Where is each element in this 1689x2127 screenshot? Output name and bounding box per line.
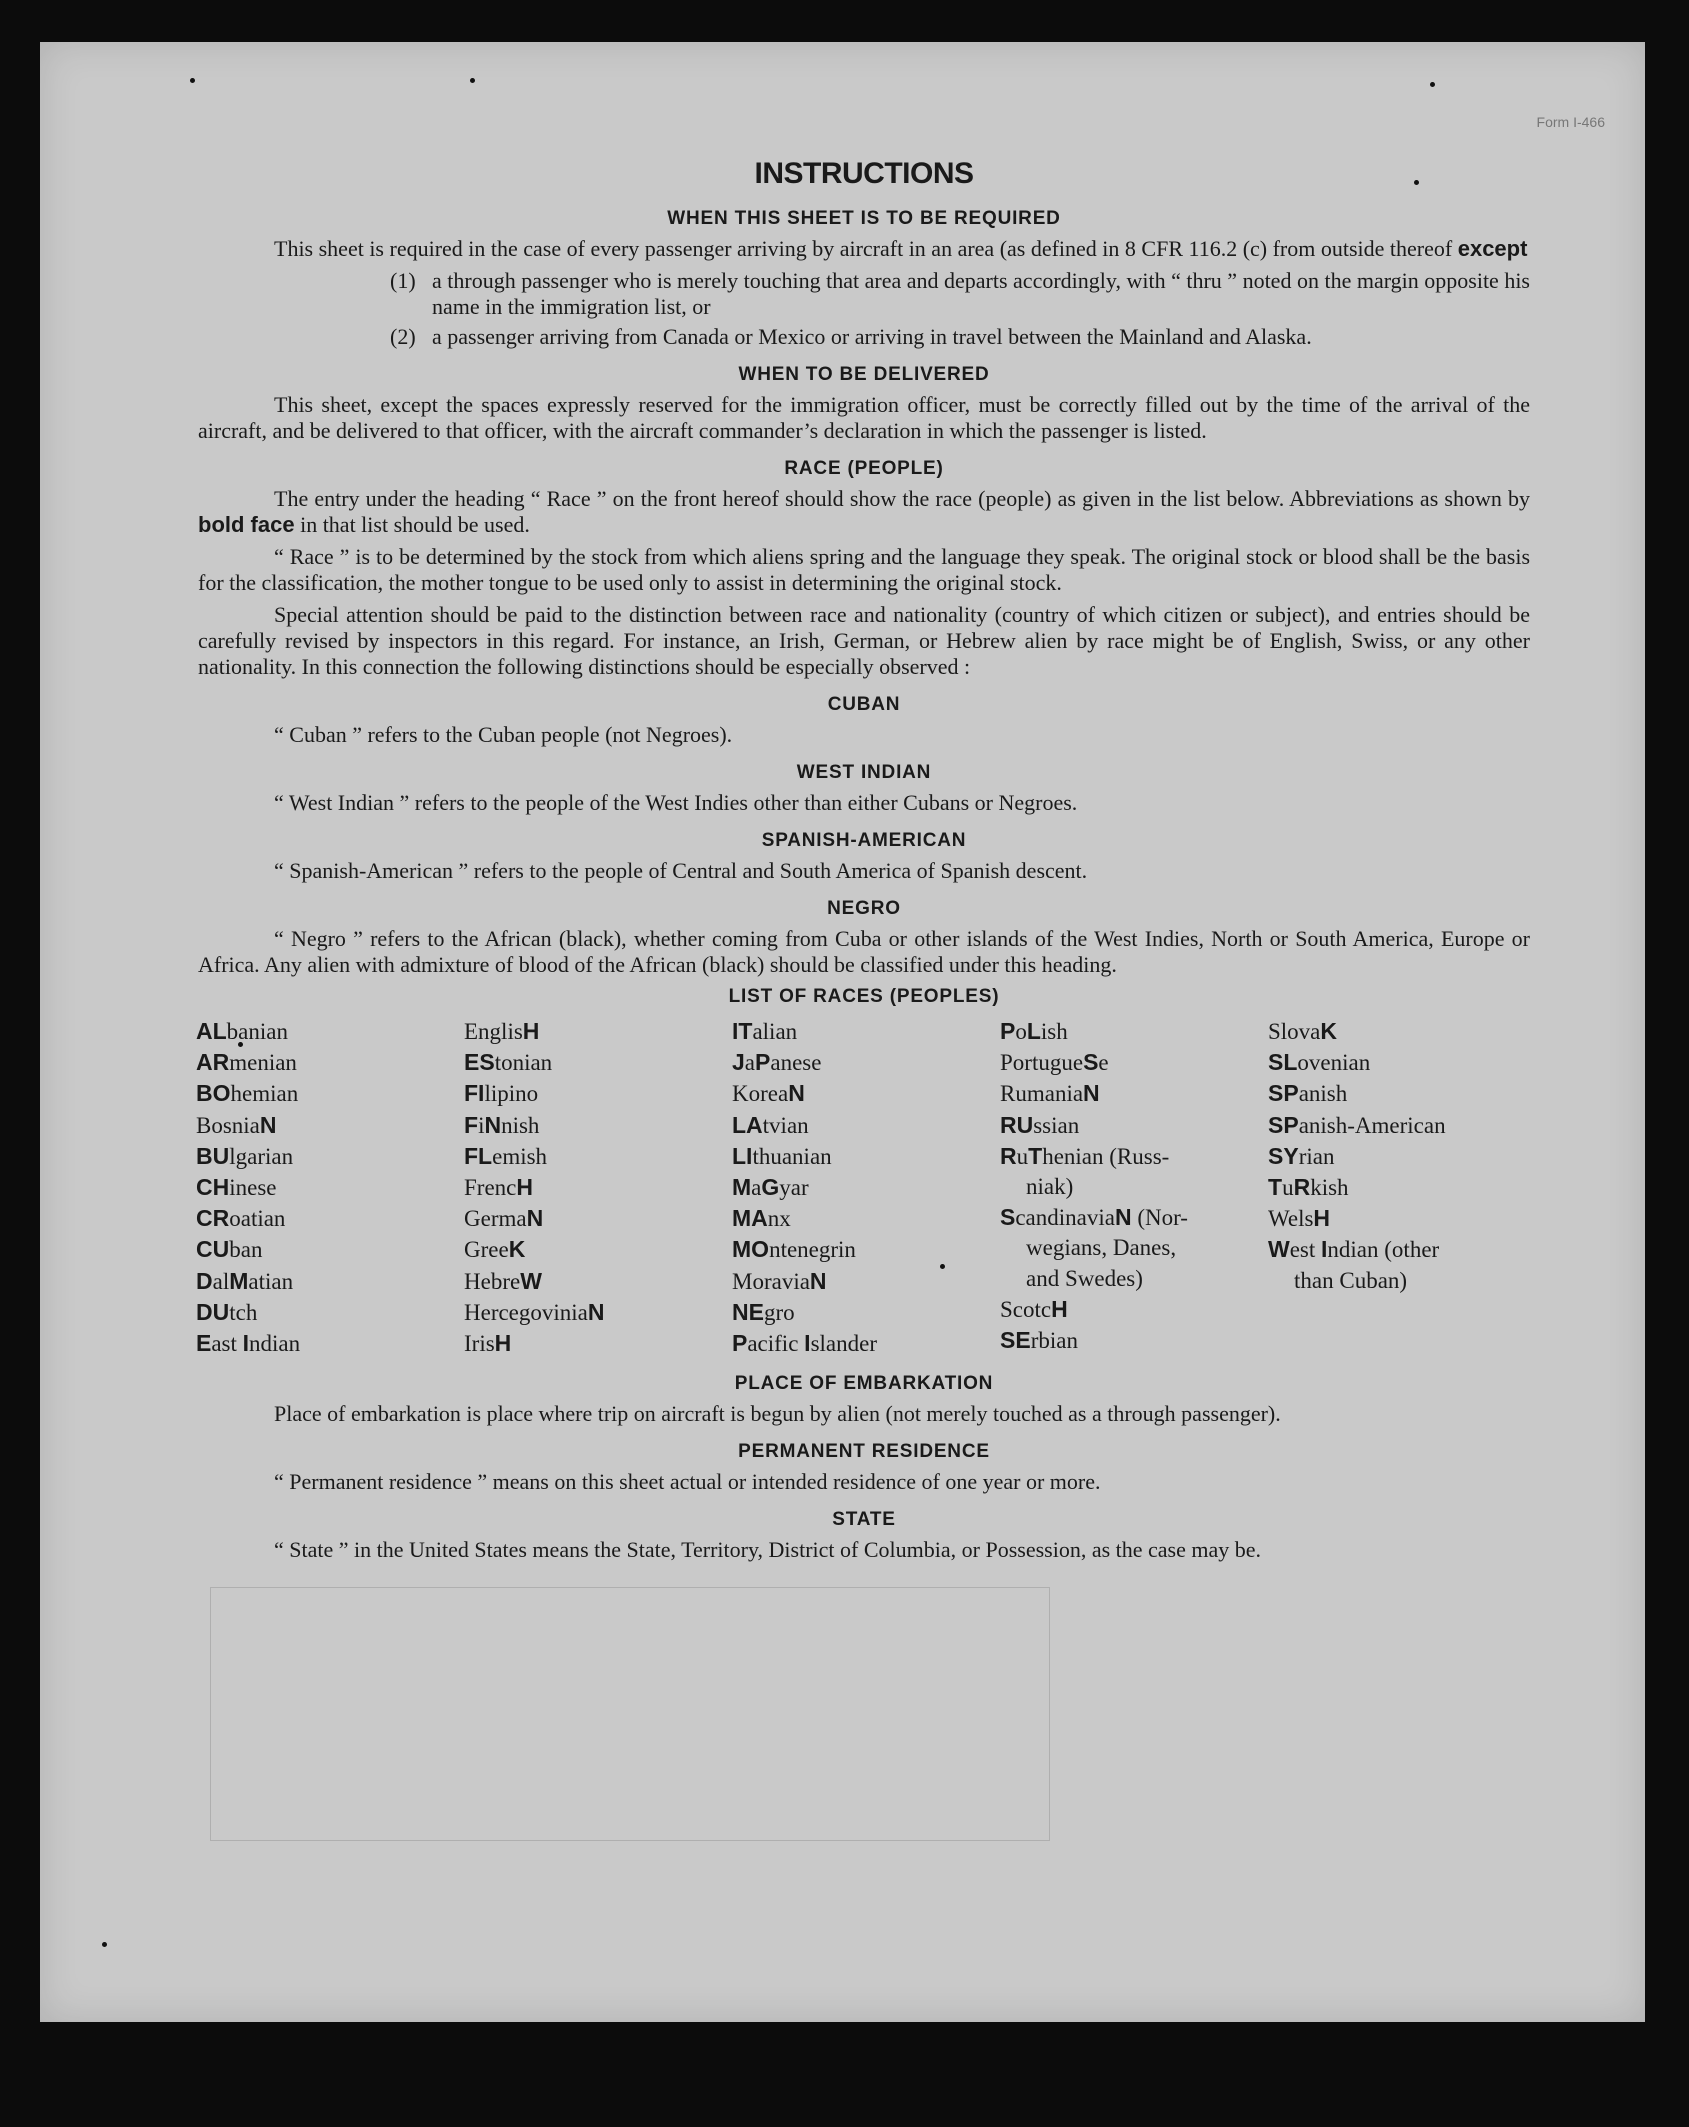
document-page [40,42,1645,2022]
race-abbreviation: LA [732,1111,763,1138]
race-abbreviation: M [229,1267,249,1294]
race-entry [464,1172,732,1203]
race-text: gro [763,1299,795,1325]
race-abbreviation: FI [464,1080,485,1107]
race-entry [196,1141,464,1172]
race-text: anese [770,1050,822,1076]
race-entry [196,1234,464,1265]
race-text: niak) [1026,1174,1074,1200]
race-text: banian [226,1019,288,1044]
races-column [1000,1016,1268,1359]
race-text: alian [752,1019,798,1044]
race-entry [1268,1078,1536,1109]
race-abbreviation: R [1000,1142,1017,1169]
race-abbreviation: I [1321,1236,1328,1263]
race-abbreviation: RU [1000,1111,1034,1138]
race-entry [732,1266,1000,1297]
race-text: candinavia [1015,1205,1115,1231]
race-abbreviation: BU [196,1142,230,1169]
race-entry [732,1016,1000,1047]
race-text: (Nor- [1131,1205,1188,1231]
race-text: oatian [229,1206,286,1232]
race-text: Frenc [464,1175,517,1201]
race-entry [196,1297,464,1328]
race-abbreviation: SY [1268,1142,1299,1169]
race-text: lipino [484,1081,539,1107]
race-entry [1268,1266,1536,1296]
race-entry [464,1047,732,1078]
race-abbreviation: I [242,1330,250,1357]
race-abbreviation: S [1083,1049,1099,1076]
races-column [464,1016,732,1359]
race-text: tonian [494,1050,553,1076]
exception-item [390,268,1530,320]
race-entry [1268,1172,1536,1203]
race-text: ssian [1033,1112,1080,1138]
race-text: kish [1310,1175,1349,1201]
race-text: ntenegrin [769,1237,856,1263]
race-text: Wels [1268,1206,1314,1232]
bleed-through-box [210,1587,1050,1841]
race-abbreviation: CU [196,1236,230,1263]
race-entry [1000,1016,1268,1047]
section-heading-negro: NEGRO [827,898,901,919]
race-entry [732,1047,1000,1078]
race-text: Rumania [1000,1081,1084,1107]
race-entry [464,1016,732,1047]
race-entry [196,1047,464,1078]
race-text: tch [229,1299,258,1325]
race-abbreviation: N [484,1111,502,1138]
section-heading-embarkation: PLACE OF EMBARKATION [734,1373,994,1395]
race-entry [1268,1234,1536,1265]
race-entry [732,1172,1000,1203]
section-heading-cuban: CUBAN [827,694,901,715]
race-entry [1268,1203,1536,1234]
race-text-a: The entry under the heading “ Race ” on the front hereof should show the race (people) as given in the list below. Abbreviations as shown by [274,486,1530,511]
race-abbreviation: N [788,1080,805,1107]
race-abbreviation: H [516,1174,533,1201]
race-text: ban [229,1237,263,1263]
race-abbreviation: T [1028,1142,1043,1169]
race-entry [732,1297,1000,1328]
race-abbreviation: H [522,1018,540,1044]
races-list [196,1016,1536,1359]
race-text: lgarian [229,1143,294,1169]
race-abbreviation: H [1051,1295,1068,1322]
race-entry [732,1141,1000,1172]
race-text: Englis [464,1019,523,1044]
race-text: u [1016,1143,1029,1169]
races-column [732,1016,1000,1359]
race-abbreviation: W [1268,1236,1290,1263]
race-entry [464,1266,732,1297]
race-abbreviation: F [464,1111,479,1138]
race-text: Bosnia [196,1112,260,1138]
speck [1430,82,1435,87]
race-abbreviation: MO [732,1236,770,1263]
race-entry [1000,1110,1268,1141]
race-text: ast [211,1331,243,1357]
exception-text: a passenger arriving from Canada or Mexico or arriving in travel between the Mainland and Alaska. [432,324,1312,349]
race-abbreviation: L [1026,1018,1041,1044]
race-abbreviation: K [1320,1018,1338,1044]
race-entry [196,1266,464,1297]
race-paragraph-2: “ Race ” is to be determined by the stock from which aliens spring and the language they speak. The original stock or blood shall be the basis for the classification, the mother tongue to be used only to assist in determining the original stock. [198,544,1530,595]
negro-paragraph: “ Negro ” refers to the African (black), whether coming from Cuba or other islands of the West Indies, North or South America, Europe or Africa. Any alien with admixture of blood of the African (black) should be classified under this heading. [198,926,1530,977]
race-text: slander [810,1331,877,1357]
race-abbreviation: H [1313,1205,1331,1232]
race-entry [732,1328,1000,1359]
races-column [1268,1016,1536,1359]
race-text: ish [1040,1019,1068,1044]
race-abbreviation: N [587,1298,605,1325]
race-abbreviation: ES [464,1049,495,1076]
race-text: Germa [464,1206,527,1232]
race-entry [196,1203,464,1234]
race-abbreviation: SP [1268,1080,1299,1107]
race-text: Hebre [464,1268,521,1294]
race-text: ndian [249,1331,301,1357]
page-title: INSTRUCTIONS [754,157,974,190]
race-text: Moravia [732,1268,810,1294]
race-text: nx [767,1206,791,1232]
west-indian-paragraph: “ West Indian ” refers to the people of the West Indies other than either Cubans or Negroes. [274,790,1078,815]
race-entry [464,1203,732,1234]
section-heading-state: STATE [832,1509,896,1531]
race-entry [464,1078,732,1109]
race-entry [1268,1141,1536,1172]
race-text: and Swedes) [1026,1265,1143,1291]
race-abbreviation: G [761,1174,780,1201]
race-text: al [212,1268,230,1294]
exception-item [390,324,1530,350]
race-entry [196,1328,464,1359]
race-text: rian [1298,1143,1335,1169]
race-entry [464,1234,732,1265]
race-text: yar [779,1175,809,1201]
race-abbreviation: SP [1268,1111,1299,1138]
race-abbreviation: MA [732,1205,768,1232]
race-abbreviation: NE [732,1298,764,1325]
speck [190,78,195,83]
race-text: acific [747,1331,805,1357]
race-text: Portugue [1000,1050,1084,1076]
race-entry [196,1172,464,1203]
race-entry [1000,1047,1268,1078]
race-entry [464,1141,732,1172]
race-entry [464,1328,732,1359]
section-heading-residence: PERMANENT RESIDENCE [738,1441,990,1463]
race-entry [732,1203,1000,1234]
race-text: thuanian [752,1143,832,1169]
race-abbreviation: SL [1268,1049,1298,1076]
section-heading-list-of-races: LIST OF RACES (PEOPLES) [728,986,1000,1007]
speck [470,78,475,83]
race-text: a [751,1175,762,1201]
race-text: Scotc [1000,1296,1052,1322]
race-text: Gree [464,1237,509,1263]
form-number: Form I-466 [1536,114,1605,130]
race-entry [732,1234,1000,1265]
except-emphasis: except [1457,236,1528,261]
race-text: Hercegovinia [464,1299,588,1325]
section-heading-required: WHEN THIS SHEET IS TO BE REQUIRED [667,208,1061,229]
race-entry [196,1016,464,1047]
race-text: ovenian [1297,1050,1371,1076]
race-abbreviation: R [1293,1174,1311,1201]
race-entry [1000,1325,1268,1356]
race-text: i [478,1112,485,1138]
race-text: o [1015,1019,1027,1044]
required-text: This sheet is required in the case of every passenger arriving by aircraft in an area (as defined in 8 CFR 116.2 (c) from outside thereof [274,236,1453,261]
race-abbreviation: CR [196,1205,230,1232]
race-abbreviation: AL [196,1018,227,1044]
race-text: ndian (other [1327,1237,1440,1263]
race-text: than Cuban) [1294,1267,1408,1293]
exception-number: (1) [390,268,416,293]
race-abbreviation: N [1114,1204,1132,1231]
race-text: Korea [732,1081,789,1107]
race-entry [1000,1202,1268,1233]
race-text: atian [248,1268,294,1294]
race-entry [732,1110,1000,1141]
instructions-content [198,154,1530,1569]
race-text: menian [229,1050,297,1076]
race-text: inese [229,1175,277,1201]
spanish-american-paragraph: “ Spanish-American ” refers to the people of Central and South America of Spanish descent. [274,858,1088,883]
race-text: Slova [1268,1019,1321,1044]
race-text: anish [1298,1081,1348,1107]
race-entry [1000,1264,1268,1294]
race-abbreviation: D [196,1267,213,1294]
race-abbreviation: I [804,1330,811,1357]
race-abbreviation: SE [1000,1327,1031,1354]
race-abbreviation: W [520,1267,542,1294]
race-abbreviation: N [1083,1080,1100,1107]
race-abbreviation: N [809,1267,827,1294]
section-heading-spanish-american: SPANISH-AMERICAN [761,830,967,851]
race-entry [1000,1141,1268,1172]
speck [102,1942,107,1947]
race-entry [464,1110,732,1141]
race-abbreviation: DU [196,1298,230,1325]
required-paragraph [198,236,1530,262]
race-abbreviation: N [259,1111,277,1138]
race-abbreviation: H [494,1330,512,1357]
state-paragraph: “ State ” in the United States means the State, Territory, District of Columbia, or Possession, as the case may be. [274,1537,1262,1563]
race-abbreviation: P [755,1049,771,1076]
race-entry [1268,1047,1536,1078]
residence-paragraph: “ Permanent residence ” means on this sheet actual or intended residence of one year or more. [274,1469,1101,1495]
race-text: wegians, Danes, [1026,1235,1177,1261]
race-abbreviation: BO [196,1080,231,1107]
race-entry [1000,1294,1268,1325]
race-paragraph-1 [198,486,1530,538]
race-text: henian (Russ- [1042,1143,1170,1169]
race-text: nish [501,1112,540,1138]
race-abbreviation: S [1000,1204,1016,1231]
exception-text: a through passenger who is merely touching that area and departs accordingly, with “ thru ” noted on the margin opposite his name in the immigration list, or [432,268,1530,319]
race-abbreviation: LI [732,1142,753,1169]
race-abbreviation: AR [196,1049,230,1076]
race-abbreviation: E [196,1330,212,1357]
race-entry [196,1078,464,1109]
delivered-paragraph: This sheet, except the spaces expressly reserved for the immigration officer, must be correctly filled out by the time of the arrival of the aircraft, and be delivered to that officer, with the aircraft commander’s declaration in which the passenger is listed. [198,392,1530,443]
race-abbreviation: N [526,1205,544,1232]
race-text: rbian [1030,1328,1078,1354]
race-text: e [1098,1050,1109,1076]
exception-list [390,268,1530,350]
races-column [196,1016,464,1359]
race-text: anish-American [1298,1112,1446,1138]
race-abbreviation: P [732,1330,748,1357]
race-text-b: in that list should be used. [300,512,530,537]
race-text: emish [492,1143,548,1169]
race-text: tvian [762,1112,809,1138]
race-entry [464,1297,732,1328]
race-entry [1268,1016,1536,1047]
race-abbreviation: T [1268,1174,1283,1201]
race-abbreviation: FL [464,1142,493,1169]
section-heading-delivered: WHEN TO BE DELIVERED [738,364,990,385]
bold-face-emphasis: bold face [198,512,295,537]
race-abbreviation: P [1000,1018,1016,1044]
race-text: Iris [464,1331,495,1357]
race-abbreviation: CH [196,1174,230,1201]
race-text: hemian [230,1081,299,1107]
exception-number: (2) [390,324,416,349]
race-entry [1000,1172,1268,1202]
cuban-paragraph: “ Cuban ” refers to the Cuban people (not Negroes). [274,722,733,747]
embarkation-paragraph: Place of embarkation is place where trip on aircraft is begun by alien (not merely touched as a through passenger). [274,1401,1281,1427]
section-heading-race: RACE (PEOPLE) [784,458,944,479]
race-abbreviation: M [732,1174,752,1201]
race-paragraph-3: Special attention should be paid to the distinction between race and nationality (country of which citizen or subject), and entries should be carefully revised by inspectors in this regard. For instance, an Irish, German, or Hebrew alien by race might be of English, Swiss, or any other nationality. In this connection the following distinctions should be especially observed : [198,602,1530,679]
race-abbreviation: K [508,1236,526,1263]
race-entry [1000,1078,1268,1109]
race-entry [732,1078,1000,1109]
race-abbreviation: IT [732,1018,753,1044]
race-text: a [744,1050,756,1076]
race-abbreviation: J [732,1049,745,1076]
race-text: est [1289,1237,1322,1263]
race-entry [1268,1110,1536,1141]
section-heading-west-indian: WEST INDIAN [796,762,932,783]
race-entry [1000,1233,1268,1263]
race-text: u [1282,1175,1294,1201]
race-entry [196,1110,464,1141]
